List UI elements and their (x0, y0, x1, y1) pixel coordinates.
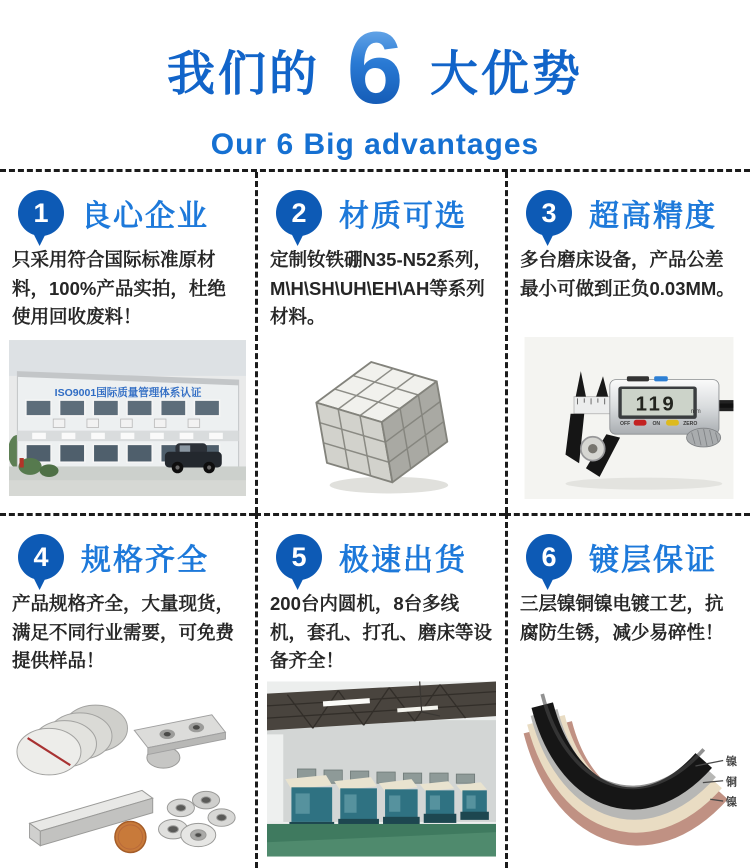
layer-label-nickel-top: 镍 (725, 756, 737, 769)
magnet-cube-photo (267, 337, 496, 499)
advantage-cell-1 (0, 172, 255, 513)
cell-4-title: 规格齐全 (81, 544, 209, 577)
building-sign-text: ISO9001国际质量管理体系认证 (54, 386, 202, 399)
magnet-products-illustration (9, 676, 246, 868)
number-badge-2 (276, 190, 322, 236)
workshop-photo (267, 676, 496, 862)
cell-2-title: 材质可选 (339, 200, 467, 233)
page-header (0, 0, 750, 169)
cell-3-body: 多台磨床设备，产品公差最小可做到正负0.03MM。 (520, 249, 735, 299)
cell-2-header (267, 190, 496, 236)
badge-number: 4 (33, 541, 49, 572)
cell-2-body: 定制钕铁硼N35-N52系列，M\H\SH\UH\EH\AH等系列材料。 (270, 249, 493, 328)
layer-label-nickel-bottom: 镍 (725, 796, 737, 809)
advantage-cell-5 (255, 513, 505, 868)
cell-6-body: 三层镍铜镍电镀工艺，抗腐防生锈，减少易碎性！ (520, 593, 724, 643)
badge-number: 6 (541, 541, 557, 572)
badge-number: 1 (33, 197, 49, 228)
advantage-cell-3 (505, 172, 750, 513)
cell-4-header (9, 534, 246, 580)
caliper-zero-label: ZERO (683, 420, 698, 427)
cell-5-header (267, 534, 496, 580)
coating-layers-illustration (517, 670, 741, 862)
title-prefix: 我们的 (166, 47, 320, 101)
magnet-products-photo (9, 676, 246, 868)
title-number: 6 (346, 16, 404, 122)
badge-number: 2 (291, 197, 307, 228)
title-suffix: 大优势 (430, 47, 584, 101)
advantage-cell-4 (0, 513, 255, 868)
cell-3-header (517, 190, 741, 236)
factory-building-photo (9, 337, 246, 499)
caliper-on-label: ON (652, 420, 661, 427)
number-badge-6 (526, 534, 572, 580)
cell-3-title: 超高精度 (589, 200, 717, 233)
page-title (0, 16, 750, 122)
caliper-reading: 119 (635, 392, 677, 416)
advantage-cell-2 (255, 172, 505, 513)
digital-caliper-illustration (517, 337, 741, 499)
caliper-off-label: OFF (620, 420, 631, 427)
factory-building-illustration (9, 337, 246, 499)
advantages-grid (0, 169, 750, 868)
magnet-cube-illustration (267, 337, 496, 499)
cell-5-body: 200台内圆机，8台多线机，套孔、打孔、磨床等设备齐全！ (270, 593, 493, 672)
cell-1-header (9, 190, 246, 236)
page-subtitle: Our 6 Big advantages (210, 128, 540, 161)
cell-1-title: 良心企业 (81, 200, 209, 233)
number-badge-4 (18, 534, 64, 580)
number-badge-3 (526, 190, 572, 236)
cell-6-title: 镀层保证 (589, 544, 717, 577)
copper-coin (115, 821, 146, 852)
advantage-cell-6 (505, 513, 750, 868)
number-badge-5 (276, 534, 322, 580)
coating-layers-photo (517, 670, 741, 862)
cell-1-body: 只采用符合国际标准原材料，100%产品实拍，杜绝使用回收废料！ (12, 249, 226, 328)
cell-6-header (517, 534, 741, 580)
badge-number: 3 (541, 197, 557, 228)
big-number-6 (338, 16, 412, 122)
caliper-unit: mm (690, 408, 701, 415)
workshop-illustration (267, 676, 496, 862)
layer-label-copper: 铜 (725, 776, 737, 789)
badge-number: 5 (291, 541, 307, 572)
digital-caliper-photo (517, 337, 741, 499)
cell-4-body: 产品规格齐全，大量现货，满足不同行业需要，可免费提供样品！ (12, 593, 235, 672)
cell-5-title: 极速出货 (339, 544, 467, 577)
number-badge-1 (18, 190, 64, 236)
